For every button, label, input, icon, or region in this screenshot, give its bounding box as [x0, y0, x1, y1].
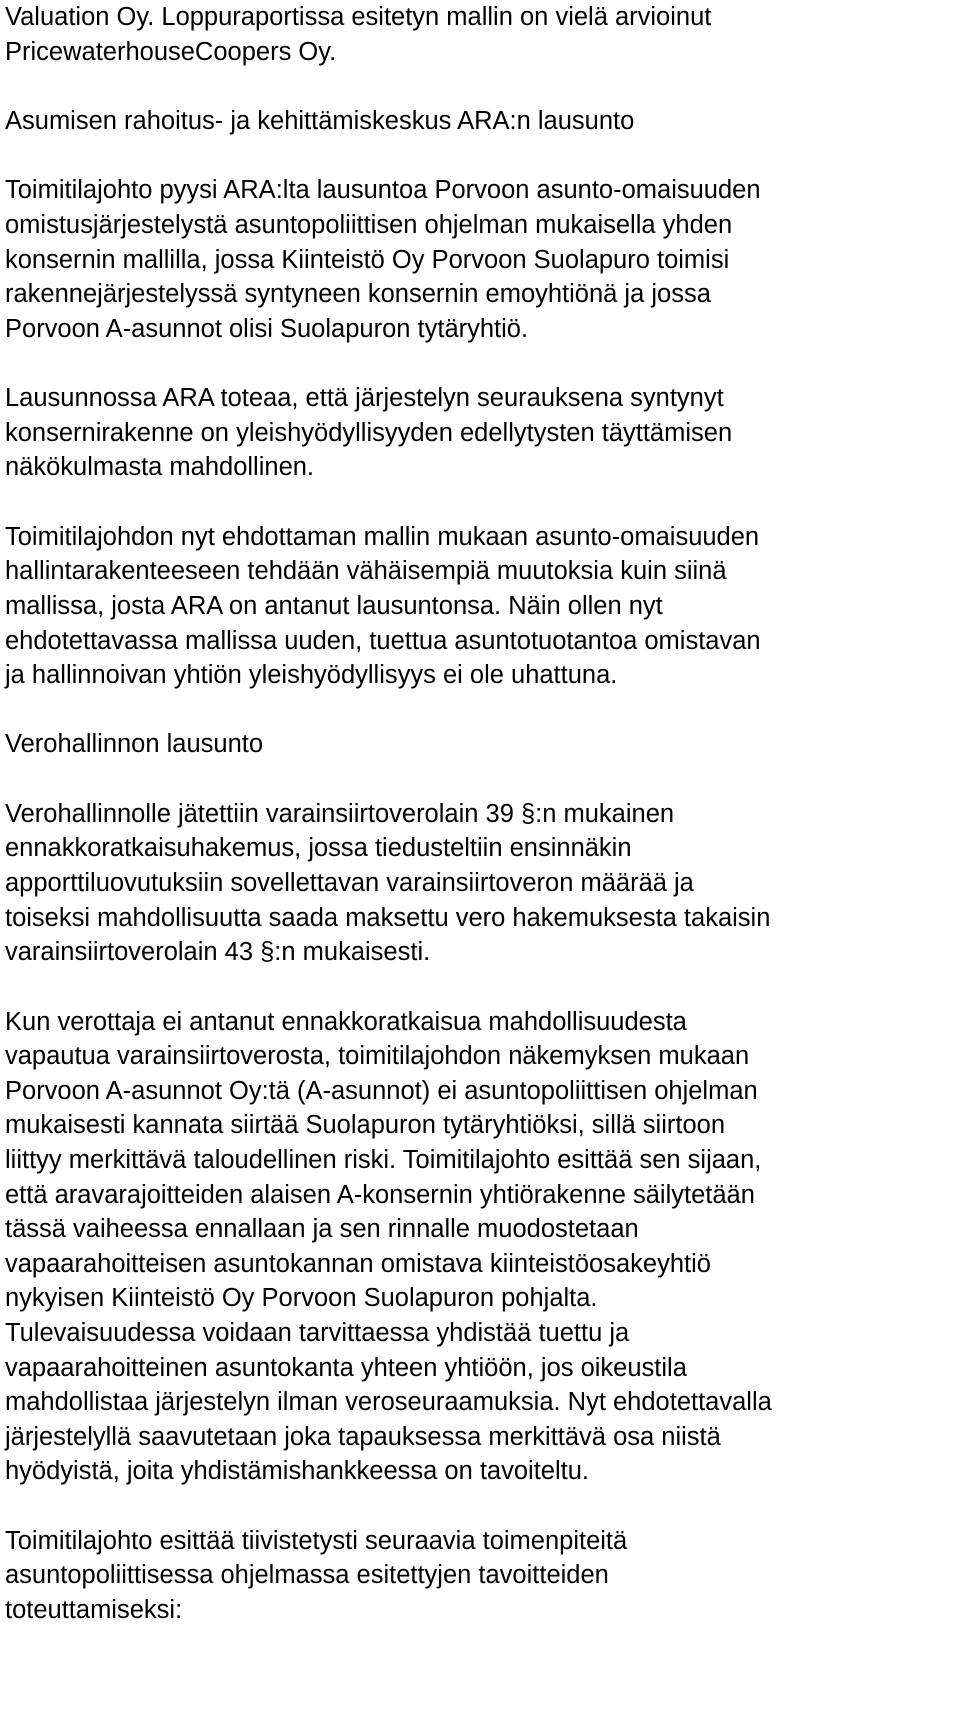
- text-line: ennakkoratkaisuhakemus, jossa tiedusteltiin ensinnäkin: [5, 834, 632, 863]
- text-line: vapaarahoitteinen asuntokanta yhteen yhtiöön, jos oikeustila: [5, 1353, 687, 1382]
- section-heading-tax: Verohallinnon lausunto: [5, 730, 264, 759]
- text-line: omistusjärjestelystä asuntopoliittisen ohjelman mukaisella yhden: [5, 210, 733, 239]
- tax-paragraph-2: [5, 1005, 955, 1489]
- document-page: [5, 0, 955, 1628]
- intro-paragraph: [5, 0, 955, 69]
- tax-section: [5, 727, 955, 762]
- text-line: Tulevaisuudessa voidaan tarvittaessa yhdistää tuettu ja: [5, 1318, 630, 1347]
- text-line: järjestelyllä saavutetaan joka tapauksessa merkittävä osa niistä: [5, 1422, 721, 1451]
- text-line: Verohallinnolle jätettiin varainsiirtoverolain 39 §:n mukainen: [5, 799, 675, 828]
- text-line: Lausunnossa ARA toteaa, että järjestelyn seurauksena syntynyt: [5, 384, 724, 413]
- text-line: ehdotettavassa mallissa uuden, tuettua asuntotuotantoa omistavan: [5, 626, 761, 655]
- text-line: asuntopoliittisessa ohjelmassa esitettyjen tavoitteiden: [5, 1561, 609, 1590]
- text-line: näkökulmasta mahdollinen.: [5, 453, 315, 482]
- text-line: Porvoon A-asunnot olisi Suolapuron tytäryhtiö.: [5, 314, 529, 343]
- text-line: ja hallinnoivan yhtiön yleishyödyllisyys ei ole uhattuna.: [5, 661, 618, 690]
- ara-section: [5, 104, 955, 139]
- text-line: toiseksi mahdollisuutta saada maksettu vero hakemuksesta takaisin: [5, 903, 771, 932]
- text-line: Kun verottaja ei antanut ennakkoratkaisua mahdollisuudesta: [5, 1007, 687, 1036]
- text-line: nykyisen Kiinteistö Oy Porvoon Suolapuron pohjalta.: [5, 1284, 598, 1313]
- text-line: varainsiirtoverolain 43 §:n mukaisesti.: [5, 938, 431, 967]
- text-line: Toimitilajohdon nyt ehdottaman mallin mukaan asunto-omaisuuden: [5, 522, 760, 551]
- text-line: Toimitilajohto pyysi ARA:lta lausuntoa Porvoon asunto-omaisuuden: [5, 176, 761, 205]
- closing-paragraph: [5, 1524, 955, 1628]
- text-line: mukaisesti kannata siirtää Suolapuron tytäryhtiöksi, sillä siirtoon: [5, 1111, 726, 1140]
- text-line: että aravarajoitteiden alaisen A-konsernin yhtiörakenne säilytetään: [5, 1180, 755, 1209]
- text-line: hyödyistä, joita yhdistämishankkeessa on tavoiteltu.: [5, 1457, 589, 1486]
- ara-paragraph-3: [5, 520, 955, 693]
- text-line: Porvoon A-asunnot Oy:tä (A-asunnot) ei asuntopoliittisen ohjelman: [5, 1076, 758, 1105]
- text-line: PricewaterhouseCoopers Oy.: [5, 37, 337, 66]
- text-line: Valuation Oy. Loppuraportissa esitetyn mallin on vielä arvioinut: [5, 3, 712, 31]
- text-line: rakennejärjestelyssä syntyneen konsernin emoyhtiönä ja jossa: [5, 280, 711, 309]
- ara-paragraph-1: [5, 173, 955, 346]
- text-line: toteuttamiseksi:: [5, 1595, 183, 1624]
- text-line: vapaarahoitteisen asuntokannan omistava kiinteistöosakeyhtiö: [5, 1249, 711, 1278]
- text-line: apporttiluovutuksiin sovellettavan varainsiirtoveron määrää ja: [5, 869, 694, 898]
- tax-paragraph-1: [5, 797, 955, 970]
- text-line: liittyy merkittävä taloudellinen riski. Toimitilajohto esittää sen sijaan,: [5, 1146, 762, 1175]
- text-line: mallissa, josta ARA on antanut lausuntonsa. Näin ollen nyt: [5, 591, 663, 620]
- ara-paragraph-2: [5, 381, 955, 485]
- text-line: konsernirakenne on yleishyödyllisyyden edellytysten täyttämisen: [5, 418, 733, 447]
- text-line: tässä vaiheessa ennallaan ja sen rinnalle muodostetaan: [5, 1215, 639, 1244]
- text-line: konsernin mallilla, jossa Kiinteistö Oy Porvoon Suolapuro toimisi: [5, 245, 730, 274]
- section-heading-ara: Asumisen rahoitus- ja kehittämiskeskus ARA:n lausunto: [5, 106, 635, 135]
- text-line: mahdollistaa järjestelyn ilman veroseuraamuksia. Nyt ehdotettavalla: [5, 1388, 772, 1417]
- text-line: Toimitilajohto esittää tiivistetysti seuraavia toimenpiteitä: [5, 1526, 628, 1555]
- text-line: vapautua varainsiirtoverosta, toimitilajohdon näkemyksen mukaan: [5, 1042, 750, 1071]
- text-line: hallintarakenteeseen tehdään vähäisempiä muutoksia kuin siinä: [5, 557, 727, 586]
